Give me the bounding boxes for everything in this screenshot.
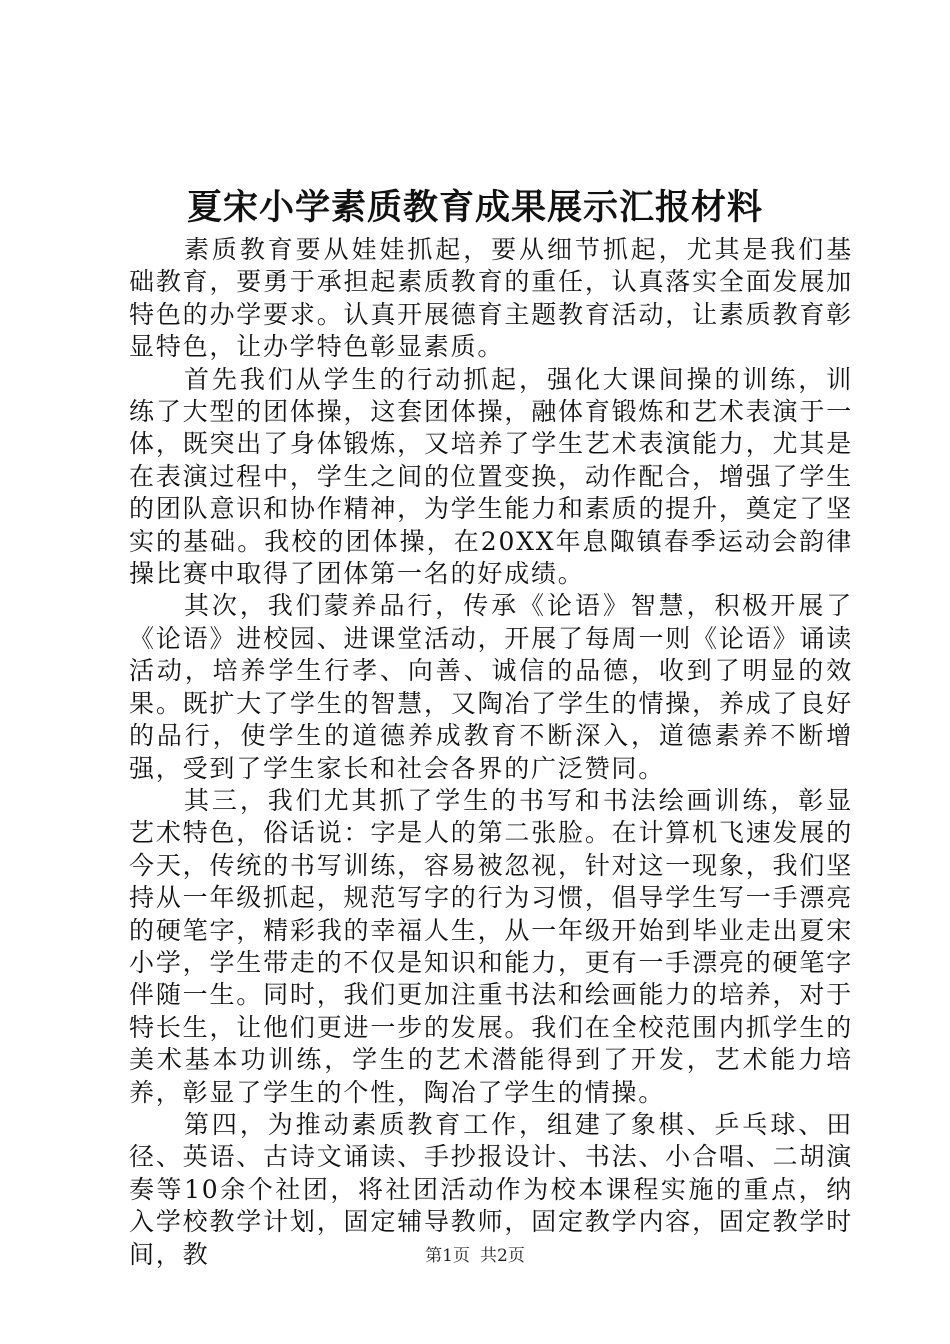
paragraph-intro: 素质教育要从娃娃抓起，要从细节抓起，尤其是我们基础教育，要勇于承担起素质教育的重任，认真落实全面发展加特色的办学要求。认真开展德育主题教育活动，让素质教育彰显特色，让办学特色彰显素质。 [129,235,853,362]
paragraph-fourth: 第四，为推动素质教育工作，组建了象棋、乒乓球、田径、英语、古诗文诵读、手抄报设计、书法、小合唱、二胡演奏等10余个社团，将社团活动作为校本课程实施的重点，纳入学校教学计划，固定辅导教师，固定教学内容，固定教学时间，教 [129,1109,853,1269]
page-footer [0,1244,950,1268]
paragraph-second: 其次，我们蒙养品行，传承《论语》智慧，积极开展了《论语》进校园、进课堂活动，开展了每周一则《论语》诵读活动，培养学生行孝、向善、诚信的品德，收到了明显的效果。既扩大了学生的智慧，又陶冶了学生的情操，养成了良好的品行，使学生的道德养成教育不断深入，道德素养不断增强，受到了学生家长和社会各界的广泛赞同。 [129,591,853,783]
document-title: 夏宋小学素质教育成果展示汇报材料 [186,187,763,228]
document-body [129,234,853,1271]
page-total: 共2页 [480,1246,525,1266]
paragraph-first: 首先我们从学生的行动抓起，强化大课间操的训练，训练了大型的团体操，这套团体操，融体育锻炼和艺术表演于一体，既突出了身体锻炼，又培养了学生艺术表演能力，尤其是在表演过程中，学生之间的位置变换，动作配合，增强了学生的团队意识和协作精神，为学生能力和素质的提升，奠定了坚实的基础。我校的团体操，在20XX年息陬镇春季运动会韵律操比赛中取得了团体第一名的好成绩。 [129,364,853,589]
page-number: 第1页 [425,1246,470,1266]
paragraph-third: 其三，我们尤其抓了学生的书写和书法绘画训练，彰显艺术特色，俗话说：字是人的第二张脸。在计算机飞速发展的今天，传统的书写训练，容易被忽视，针对这一现象，我们坚持从一年级抓起，规范写字的行为习惯，倡导学生写一手漂亮的硬笔字，精彩我的幸福人生，从一年级开始到毕业走出夏宋小学，学生带走的不仅是知识和能力，更有一手漂亮的硬笔字伴随一生。同时，我们更加注重书法和绘画能力的培养，对于特长生，让他们更进一步的发展。我们在全校范围内抓学生的美术基本功训练，学生的艺术潜能得到了开发，艺术能力培养，彰显了学生的个性，陶冶了学生的情操。 [129,785,853,1107]
